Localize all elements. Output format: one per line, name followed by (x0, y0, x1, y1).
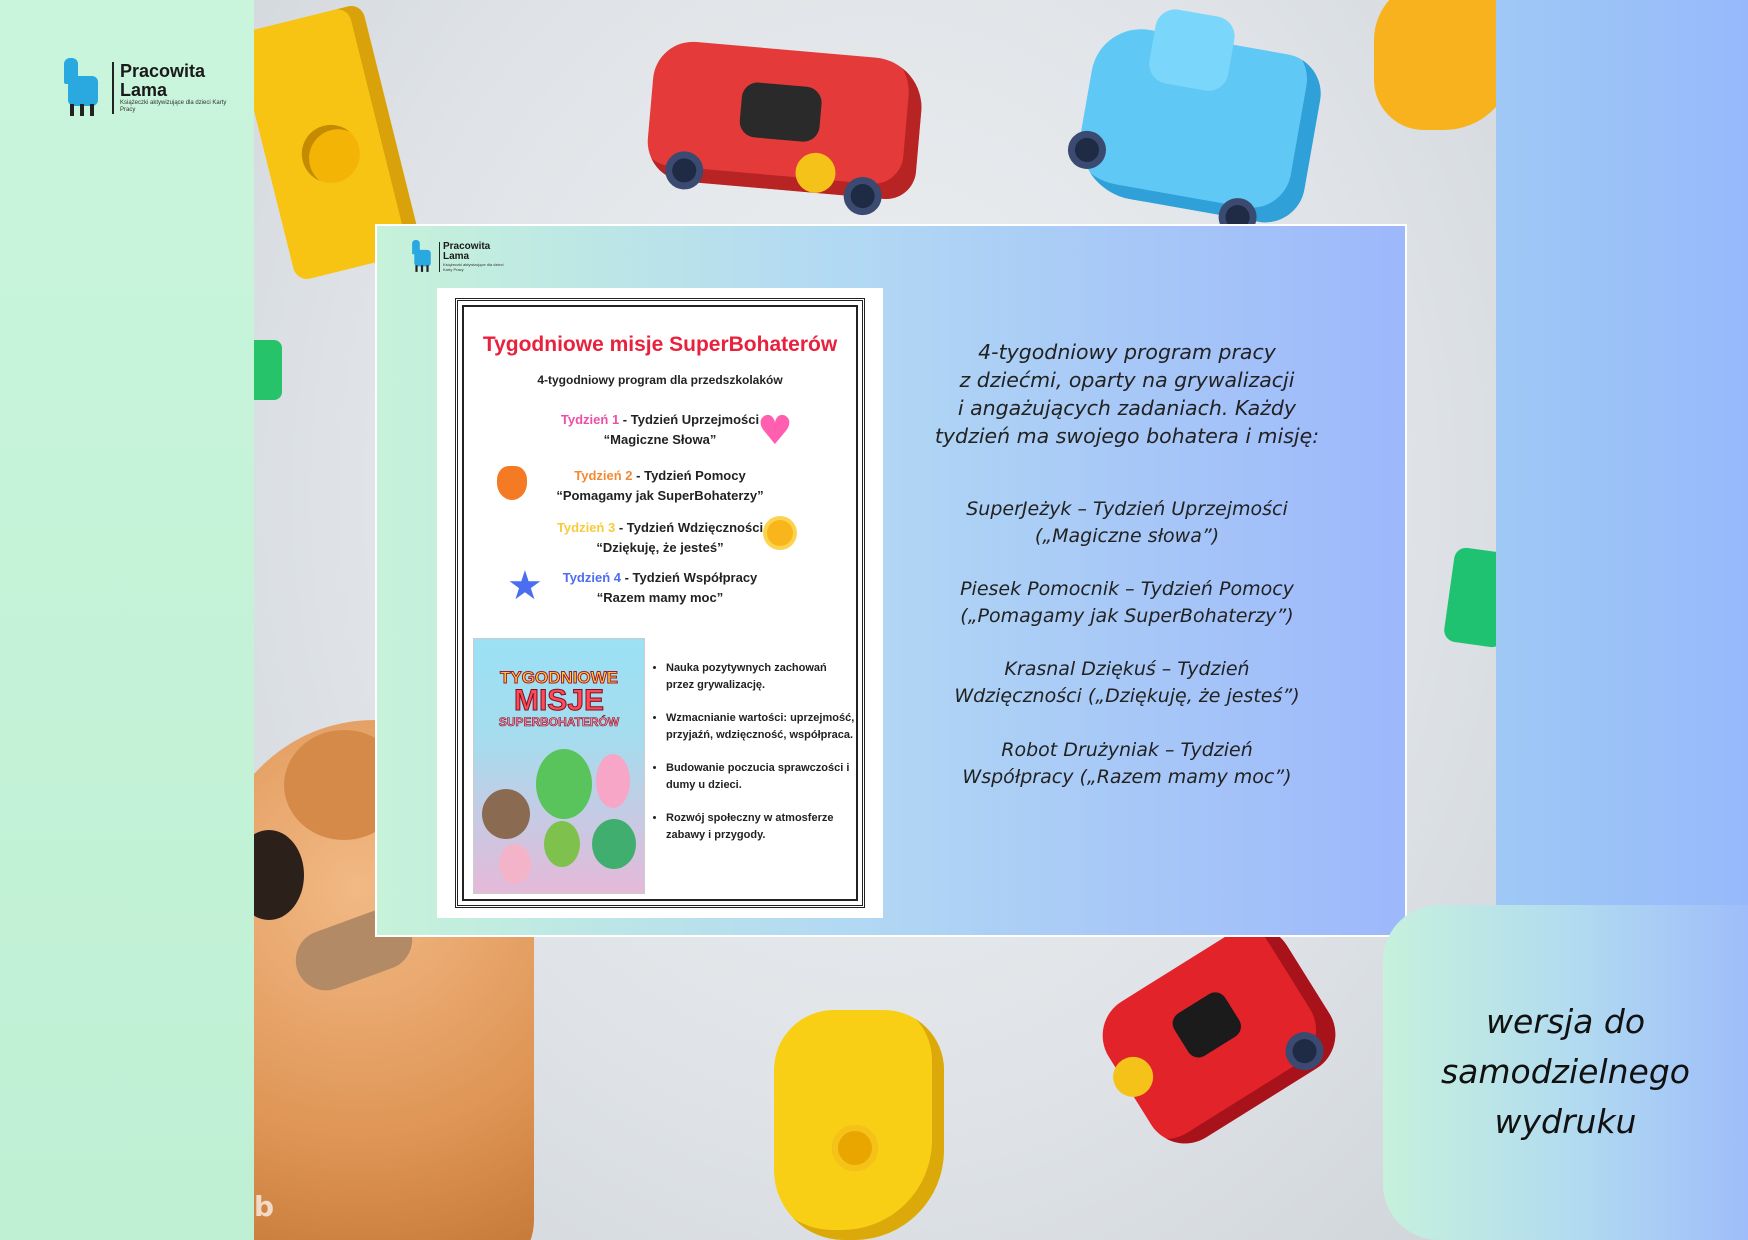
benefit-item: • Nauka pozytywnych zachowań przez grywalizację. (666, 660, 857, 694)
panel-brand-logo (385, 240, 508, 274)
worksheet-title: Tygodniowe misje SuperBohaterów (482, 333, 838, 356)
llama-icon (62, 58, 106, 118)
benefit-item: • Budowanie poczucia sprawczości i dumy u dzieci. (666, 760, 857, 794)
book-cover-illustration (473, 638, 645, 894)
monster-hero-illustration (544, 821, 580, 867)
description-line: i angażujących zadaniach. Każdy (957, 396, 1297, 420)
hand-icon (497, 466, 527, 500)
program-description (877, 338, 1377, 450)
mission-3 (877, 656, 1377, 710)
worksheet-subtitle: 4-tygodniowy program dla przedszkolaków (537, 373, 783, 387)
print-version-badge (1383, 905, 1748, 1240)
mission-2 (877, 576, 1377, 630)
week-label: Tydzień 4 (562, 570, 621, 585)
brand-tagline: Książeczki aktywizujące dla dzieci Karty Pracy (120, 99, 227, 113)
week-name: - Tydzień Współpracy (621, 570, 758, 585)
mission-4 (877, 737, 1377, 791)
week-motto: “Dziękuję, że jesteś” (596, 540, 724, 555)
panel-brand-name-line1: Pracowita (443, 240, 491, 252)
hedgehog-hero-illustration (482, 789, 530, 839)
llama-icon (411, 240, 425, 259)
dragon-hero-illustration (536, 749, 592, 819)
heart-icon: ♥ (757, 408, 793, 454)
week-4-entry (437, 563, 883, 609)
watermark-glyph: b (254, 1190, 275, 1223)
blue-toy-car (1071, 21, 1327, 228)
mission-motto: Wdzięczności („Dziękuję, że jesteś”) (954, 685, 1300, 707)
description-line: z dziećmi, oparty na grywalizacji (959, 368, 1295, 392)
book-cover-title (484, 669, 634, 728)
week-label: Tydzień 2 (574, 468, 633, 483)
orange-toy-piece (1374, 0, 1496, 130)
week-motto: “Razem mamy moc” (596, 590, 724, 605)
mission-motto: Współpracy („Razem mamy moc”) (962, 766, 1292, 788)
week-name: - Tydzień Pomocy (632, 468, 746, 483)
week-label: Tydzień 1 (560, 412, 620, 427)
benefit-item: • Rozwój społeczny w atmosferze zabawy i przygody. (666, 810, 857, 844)
mission-hero: Krasnal Dziękuś – Tydzień (1004, 658, 1250, 680)
cover-title-line3: SUPERBOHATERÓW (498, 715, 620, 729)
product-panel (375, 224, 1407, 937)
turtle-hero-illustration (592, 819, 636, 869)
red-toy-car (644, 39, 925, 202)
panel-brand-name-line2: Lama (443, 251, 470, 263)
panel-brand-tagline: Książeczki aktywizujące dla dzieci Karty Pracy (443, 261, 504, 272)
star-icon: ★ (507, 563, 543, 609)
week-name: - Tydzień Wdzięczności (615, 520, 764, 535)
brand-name-line2: Lama (120, 79, 168, 100)
description-line: 4-tygodniowy program pracy (978, 340, 1276, 364)
week-3-entry (437, 518, 883, 558)
week-label: Tydzień 3 (556, 520, 616, 535)
brand-logo (18, 58, 240, 118)
print-version-line3: wydruku (1494, 1102, 1637, 1141)
worksheet-preview (437, 288, 883, 918)
cover-title-line1: TYGODNIOWE (499, 668, 619, 687)
green-toy-block (1443, 546, 1496, 648)
kid-hero-illustration (499, 844, 531, 884)
red-toy-car-bottom (1088, 912, 1351, 1159)
mission-hero: Piesek Pomocnik – Tydzień Pomocy (960, 578, 1294, 600)
print-version-line1: wersja do (1485, 1002, 1646, 1041)
mission-motto: („Pomagamy jak SuperBohaterzy”) (960, 605, 1294, 627)
brand-name-line1: Pracowita (120, 60, 206, 81)
benefit-item: • Wzmacnianie wartości: uprzejmość, przyjaźń, wdzięczność, współpraca. (666, 710, 857, 744)
sun-icon (767, 520, 793, 546)
week-motto: “Magiczne Słowa” (603, 432, 717, 447)
week-name: - Tydzień Uprzejmości (619, 412, 760, 427)
mission-motto: („Magiczne słowa”) (1034, 525, 1220, 547)
mission-1 (877, 496, 1377, 550)
cover-title-line2: MISJE (513, 684, 605, 717)
yellow-letter-b-toy (774, 1010, 944, 1240)
week-motto: “Pomagamy jak SuperBohaterzy” (556, 488, 764, 503)
benefits-list (652, 660, 857, 860)
mission-hero: Robot Drużyniak – Tydzień (1001, 739, 1253, 761)
left-mint-strip (0, 0, 260, 1240)
description-line: tydzień ma swojego bohatera i misję: (934, 424, 1320, 448)
print-version-text (1383, 997, 1748, 1147)
mission-hero: SuperJeżyk – Tydzień Uprzejmości (966, 498, 1288, 520)
print-version-line2: samodzielnego (1440, 1052, 1690, 1091)
fairy-hero-illustration (596, 754, 630, 808)
green-toy-piece (254, 340, 282, 400)
week-1-entry (437, 408, 883, 454)
